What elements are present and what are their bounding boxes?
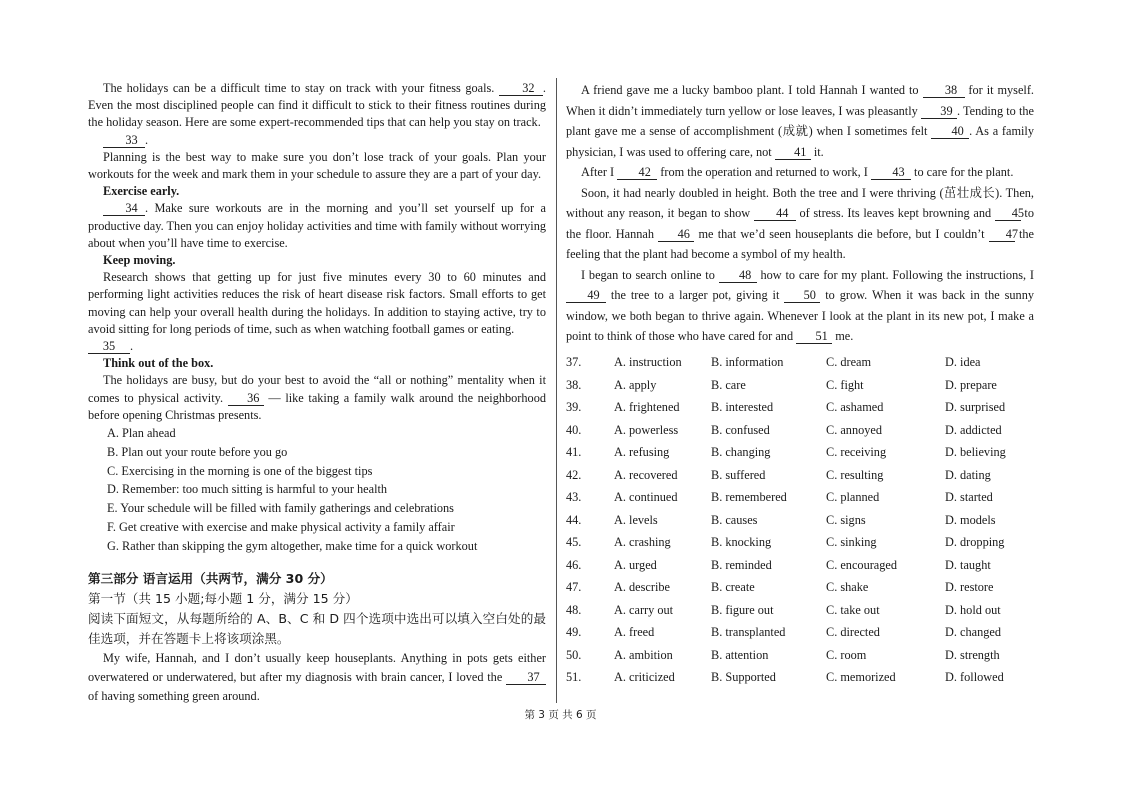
blank-50: 50 (784, 288, 820, 303)
text: to grow. When it was back in the sunny window, we both began to thrive again. Whenever I look at the plant in its new pot, I make a point to think of those who have cared for and (566, 288, 1035, 343)
option-d: D. hold out (945, 602, 1001, 617)
option-b: B. transplanted (711, 625, 786, 640)
section-title: 第三部分 语言运用（共两节，满分 30 分） (88, 570, 333, 586)
option-c: C. shake (826, 580, 869, 595)
option-c: C. ashamed (826, 400, 884, 415)
option-item: B. Plan out your route before you go (107, 444, 288, 459)
question-row (566, 644, 1006, 667)
option-d: D. prepare (945, 377, 997, 392)
text: it. (810, 144, 824, 159)
text: from the operation and returned to work, I (657, 165, 871, 179)
blank-41: 41 (775, 145, 811, 160)
option-a: A. describe (614, 580, 670, 595)
option-a: A. frightened (614, 400, 680, 415)
passage-paragraph: 33 . (88, 132, 546, 149)
option-c: C. dream (826, 355, 872, 370)
blank-46: 46 (658, 227, 694, 242)
option-b: B. attention (711, 647, 769, 662)
passage-paragraph: Research shows that getting up for just five minutes every 30 to 60 minutes and performing light activities reduces the risk of heart disease risk factors. Small efforts to get moving can help your overall health during the holidays. In addition to staying active, try to avoid sitting for long periods of time, such as when watching football games or eating. (88, 270, 546, 336)
text: Soon, it had nearly doubled in height. Both the tree and I were thriving (茁壮成长). Then, without any reason, it began to show (566, 185, 1034, 220)
option-a: A. levels (614, 512, 658, 527)
option-d: D. restore (945, 580, 994, 595)
text: . Tending to the plant gave me a sense of accomplishment (成就) when I sometimes felt (566, 103, 1034, 138)
question-number: 45. (566, 535, 582, 550)
passage-paragraph (88, 80, 546, 132)
option-d: D. taught (945, 557, 991, 572)
option-c: C. receiving (826, 445, 887, 460)
question-row (566, 599, 1006, 622)
blank-39: 39 (921, 104, 957, 119)
right-column (566, 80, 1034, 689)
text: The holidays can be a difficult time to stay on track with your fitness goals. (103, 81, 499, 95)
question-row (566, 509, 1006, 532)
option-d: D. strength (945, 647, 1000, 662)
text: to care for the plant. (910, 165, 1014, 179)
passage-paragraph (566, 80, 1034, 162)
option-a: A. freed (614, 625, 655, 640)
question-number: 38. (566, 377, 582, 392)
option-a: A. continued (614, 490, 678, 505)
question-number: 49. (566, 625, 582, 640)
text: me that we’d seen houseplants die before, but I couldn’t (694, 226, 989, 241)
passage-paragraph (88, 372, 546, 424)
subsection-title: 第一节（共 15 小题;每小题 1 分，满分 15 分） (88, 590, 358, 606)
passage-paragraph (88, 649, 546, 706)
option-d: D. idea (945, 355, 981, 370)
option-item: C. Exercising in the morning is one of the biggest tips (107, 463, 373, 478)
option-c: C. encouraged (826, 557, 898, 572)
blank-34: 34 (103, 201, 145, 216)
blank-45: 45 (995, 206, 1021, 221)
question-number: 39. (566, 400, 582, 415)
blank-49: 49 (566, 288, 606, 303)
option-a: A. apply (614, 377, 657, 392)
option-c: C. take out (826, 602, 880, 617)
option-a: A. recovered (614, 467, 678, 482)
option-d: D. changed (945, 625, 1001, 640)
passage-paragraph: Planning is the best way to make sure you don’t lose track of your goals. Plan your workouts for the week and mark them in your schedule to assure they are a part of your day. (88, 149, 546, 182)
question-row (566, 532, 1006, 555)
option-c: C. sinking (826, 535, 877, 550)
option-d: D. surprised (945, 400, 1006, 415)
question-number: 46. (566, 557, 582, 572)
question-number: 37. (566, 355, 582, 370)
option-item: G. Rather than skipping the gym altogether, make time for a quick workout (107, 538, 478, 553)
passage-paragraph (566, 265, 1034, 347)
option-b: B. remembered (711, 490, 787, 505)
subheading-think-out-of-the-box: Think out of the box. (103, 356, 214, 371)
option-c: C. resulting (826, 467, 884, 482)
question-row (566, 667, 1006, 690)
text: me. (832, 329, 854, 343)
option-b: B. care (711, 377, 746, 392)
option-list (88, 424, 546, 556)
page-footer: 第 3 页 共 6 页 (524, 709, 597, 721)
text: My wife, Hannah, and I don’t usually keep houseplants. Anything in pots gets either overwatered or underwatered, but after my diagnosis with brain cancer, I loved the (88, 650, 546, 684)
option-item: A. Plan ahead (107, 426, 176, 441)
column-divider (556, 78, 557, 703)
text: the feeling that the plant had become a symbol of my health. (566, 226, 1034, 261)
blank-35: 35 (88, 339, 130, 354)
text: A friend gave me a lucky bamboo plant. I told Hannah I wanted to (581, 83, 923, 97)
option-c: C. room (826, 647, 867, 662)
blank-36: 36 (228, 391, 264, 406)
question-row (566, 487, 1006, 510)
instructions: 阅读下面短文，从每题所给的 A、B、C 和 D 四个选项中选出可以填入空白处的最佳选项，并在答题卡上将该项涂黑。 (88, 610, 546, 646)
subheading-keep-moving: Keep moving. (103, 253, 176, 268)
text: of having something green around. (88, 688, 260, 703)
option-b: B. knocking (711, 535, 772, 550)
blank-40: 40 (931, 124, 969, 139)
blank-43: 43 (871, 165, 911, 180)
question-row (566, 352, 1006, 375)
option-item: E. Your schedule will be filled with family gatherings and celebrations (107, 501, 454, 516)
option-d: D. dating (945, 467, 991, 482)
blank-33: 33 (103, 133, 145, 148)
text: of stress. Its leaves kept browning and (795, 206, 995, 220)
option-c: C. directed (826, 625, 880, 640)
option-c: C. fight (826, 377, 864, 392)
text: After I (581, 165, 618, 179)
text: . As a family physician, I was used to offering care, not (566, 124, 1035, 159)
question-number: 47. (566, 580, 582, 595)
option-d: D. models (945, 512, 996, 527)
question-row (566, 464, 1006, 487)
question-number: 50. (566, 647, 582, 662)
option-b: B. causes (711, 512, 758, 527)
text: the tree to a larger pot, giving it (606, 288, 785, 302)
question-options-table (566, 352, 1006, 690)
option-d: D. believing (945, 445, 1006, 460)
text: The holidays are busy, but do your best to avoid the “all or nothing” mentality when it comes to physical activity. (88, 373, 546, 405)
question-number: 44. (566, 512, 582, 527)
option-b: B. information (711, 355, 784, 370)
option-b: B. Supported (711, 670, 776, 685)
question-number: 48. (566, 602, 582, 617)
text: I began to search online to (581, 267, 719, 282)
question-row (566, 622, 1006, 645)
option-a: A. urged (614, 557, 657, 572)
text: . Even the most disciplined people can find it difficult to stick to their fitness routines during the holiday season. Here are some expert-recommended tips that can help you stay on track. (88, 81, 546, 130)
text: to the floor. Hannah (566, 206, 1035, 241)
passage-paragraph (88, 200, 546, 252)
option-d: D. dropping (945, 535, 1005, 550)
question-number: 40. (566, 422, 582, 437)
option-c: C. planned (826, 490, 880, 505)
option-c: C. annoyed (826, 422, 883, 437)
blank-38: 38 (923, 83, 965, 98)
question-number: 42. (566, 467, 582, 482)
option-a: A. powerless (614, 422, 679, 437)
passage-paragraph: 35 . (88, 338, 546, 355)
option-item: F. Get creative with exercise and make physical activity a family affair (107, 520, 455, 535)
text: how to care for my plant. Following the instructions, I (756, 267, 1035, 282)
blank-48: 48 (719, 268, 757, 283)
question-number: 41. (566, 445, 582, 460)
question-number: 43. (566, 490, 582, 505)
option-item: D. Remember: too much sitting is harmful to your health (107, 482, 388, 497)
question-row (566, 577, 1006, 600)
option-d: D. addicted (945, 422, 1002, 437)
question-number: 51. (566, 670, 582, 685)
option-d: D. started (945, 490, 993, 505)
option-b: B. reminded (711, 557, 772, 572)
blank-42: 42 (617, 165, 657, 180)
option-b: B. figure out (711, 602, 774, 617)
blank-44: 44 (754, 206, 796, 221)
left-column (88, 80, 546, 706)
option-a: A. crashing (614, 535, 671, 550)
option-a: A. ambition (614, 647, 673, 662)
question-rows (566, 352, 1006, 690)
option-a: A. carry out (614, 602, 674, 617)
question-row (566, 397, 1006, 420)
option-b: B. confused (711, 422, 770, 437)
passage-paragraph (566, 183, 1034, 265)
option-c: C. memorized (826, 670, 896, 685)
option-b: B. changing (711, 445, 771, 460)
text: — like taking a family walk around the neighborhood before opening Christmas presents. (88, 390, 546, 422)
question-row (566, 419, 1006, 442)
question-row (566, 374, 1006, 397)
text: . Make sure workouts are in the morning and you’ll set yourself up for a productive day. Then you can enjoy holiday activities and time with family without worrying about when you’ll have time to exercise. (88, 201, 546, 250)
text: for it myself. When it didn’t immediately turn yellow or lose leaves, I was pleasantly (566, 83, 1035, 118)
option-b: B. interested (711, 400, 774, 415)
option-b: B. suffered (711, 467, 766, 482)
passage-paragraph (566, 162, 1034, 183)
blank-32: 32 (499, 81, 543, 96)
subheading-exercise-early: Exercise early. (103, 184, 180, 199)
question-row (566, 442, 1006, 465)
option-c: C. signs (826, 512, 866, 527)
blank-37: 37 (506, 670, 546, 685)
option-a: A. criticized (614, 670, 675, 685)
blank-47: 47 (989, 227, 1015, 242)
option-b: B. create (711, 580, 755, 595)
question-row (566, 554, 1006, 577)
blank-51: 51 (796, 329, 832, 344)
option-a: A. refusing (614, 445, 670, 460)
option-a: A. instruction (614, 355, 682, 370)
option-d: D. followed (945, 670, 1004, 685)
